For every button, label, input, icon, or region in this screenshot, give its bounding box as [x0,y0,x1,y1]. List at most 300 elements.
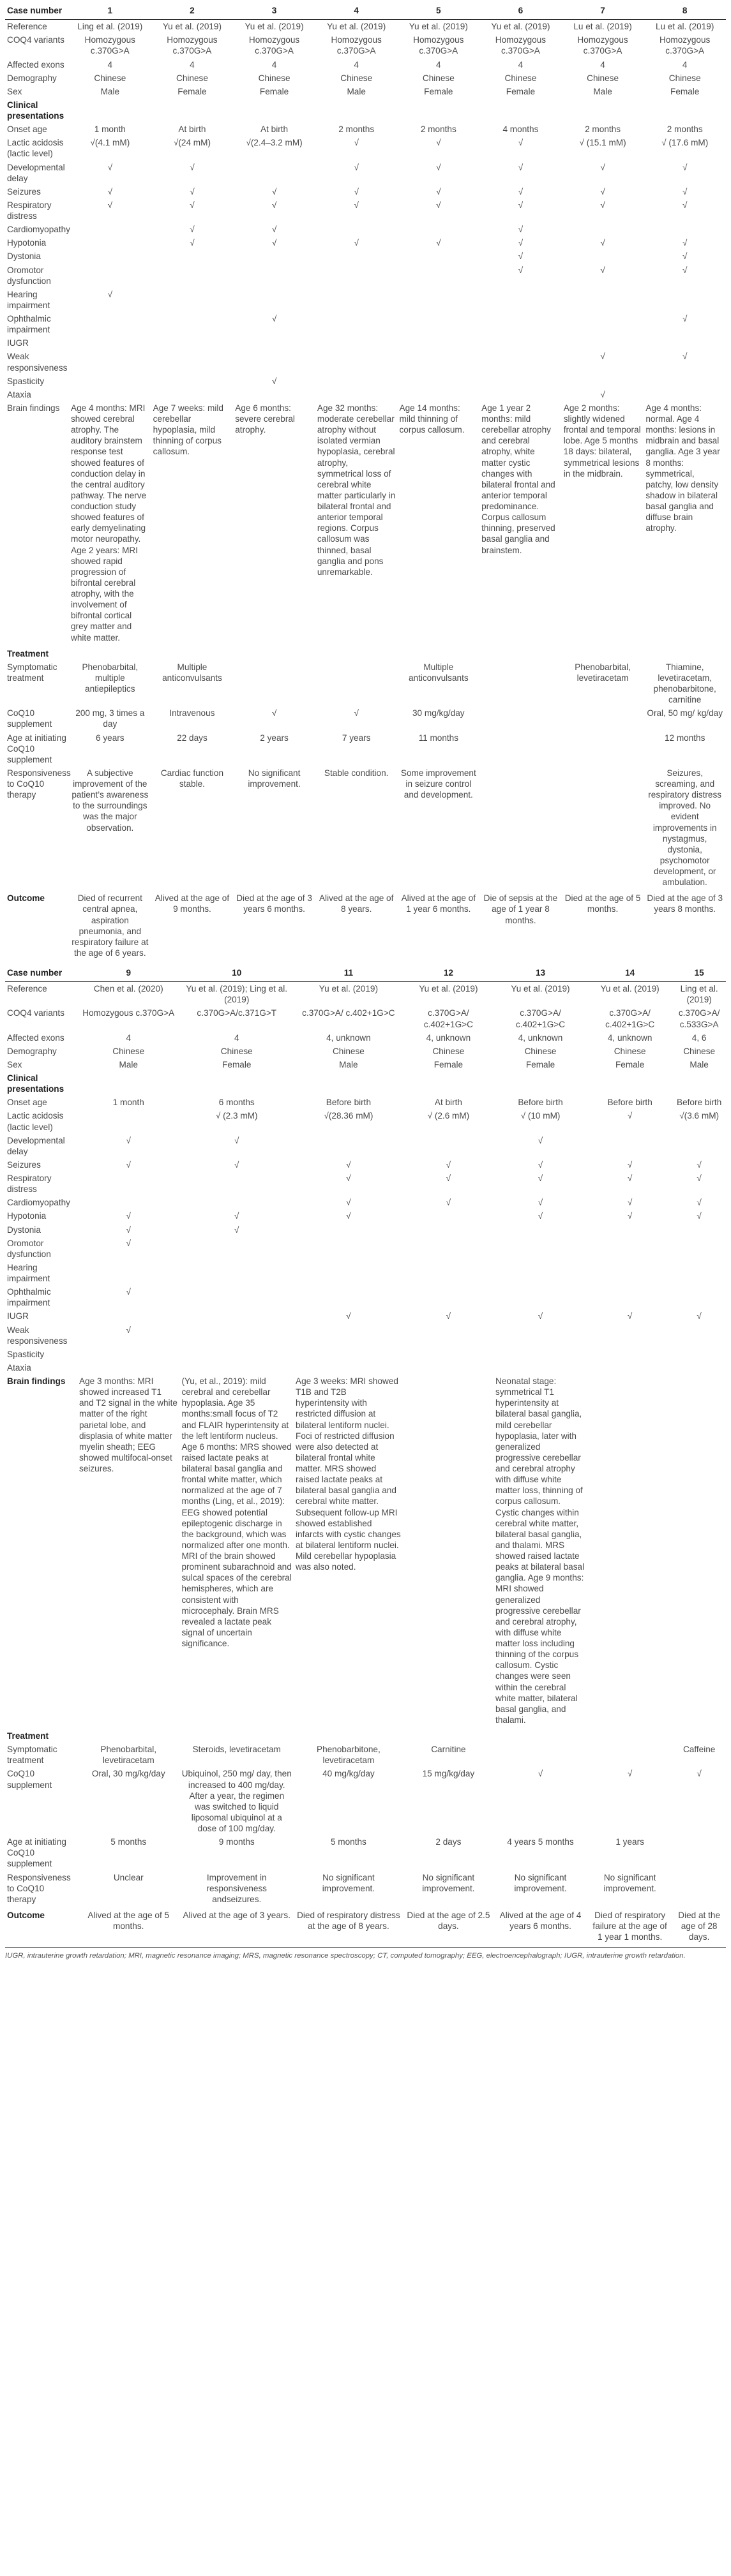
row-lactic-acidosis-lactic-level [5,1109,726,1133]
cell-case-2: √ [190,225,195,235]
cell-case-10: c.370G>A/c.371G>T [197,1008,277,1018]
cell-case-14: 4, unknown [607,1032,652,1043]
cell-case-14 [587,1323,672,1348]
cell-case-12 [403,1261,494,1285]
cell-case-9: √ [126,1159,131,1170]
cell-case-5: 2 months [420,124,456,135]
cell-case-14: Chinese [614,1046,646,1056]
row-label: Cardiomyopathy [7,225,70,235]
cell-case-7 [562,312,644,336]
cell-case-14: √ [627,1159,633,1170]
cell-case-4 [315,336,398,350]
cell-case-7 [562,644,644,660]
cell-case-3: No significant improvement. [248,768,301,789]
cell-case-13 [494,1071,587,1096]
header-case-7: 7 [562,1,644,20]
cell-case-3 [233,264,315,288]
cell-case-12: No significant improvement. [422,1872,475,1893]
cell-case-2 [151,375,234,388]
cell-case-5 [398,249,480,263]
row-lactic-acidosis-lactic-level [5,136,726,160]
cell-case-10: 6 months [218,1098,255,1108]
cell-case-8: Oral, 50 mg/ kg/day [647,708,723,718]
cell-case-12: c.370G>A/ c.402+1G>C [423,1008,473,1029]
cell-case-1: √(4.1 mM) [90,138,130,148]
cell-case-15 [672,1361,726,1374]
row-affected-exons [5,1031,726,1045]
cell-case-4 [315,264,398,288]
cell-case-10 [179,1196,294,1209]
row-hypotonia [5,236,726,249]
cell-case-6: √ [518,162,524,172]
cell-case-6 [479,706,562,731]
cell-case-4 [315,288,398,312]
cell-case-13: No significant improvement. [514,1872,567,1893]
cell-case-12: √ [446,1159,451,1170]
cell-case-15 [672,1871,726,1906]
row-label: Onset age [7,1098,47,1108]
cell-case-9 [77,1196,179,1209]
cell-case-5: Female [424,86,453,96]
row-label: Seizures [7,186,41,197]
cell-case-7: Lu et al. (2019) [573,22,632,32]
row-label: Onset age [7,124,47,135]
cell-case-1: √ [107,289,113,299]
cell-case-4: Yu et al. (2019) [327,22,386,32]
cell-case-12: At birth [434,1098,462,1108]
cell-case-12: Female [433,1059,463,1069]
cell-case-5 [398,375,480,388]
cell-case-4: √ [354,708,359,718]
row-label: Weak responsiveness [7,1325,68,1346]
row-oromotor-dysfunction [5,1237,726,1261]
cell-case-4 [315,98,398,123]
cell-case-3: Homozygous c.370G>A [248,35,300,56]
cell-case-2: Multiple anticonvulsants [162,662,222,683]
cell-case-2: √ [190,200,195,210]
cell-case-15: Before birth [677,1098,722,1108]
cell-case-10: √ [234,1159,239,1170]
cell-case-9: Homozygous c.370G>A [82,1008,175,1018]
cell-case-14 [587,1348,672,1361]
cell-case-10 [179,1071,294,1096]
cell-case-5: √ [436,162,441,172]
row-label: Hypotonia [7,238,47,248]
cell-case-12 [403,1209,494,1223]
cell-case-2: Age 7 weeks: mild cerebellar hypoplasia, mild thinning of corpus callosum. [153,403,223,457]
cell-case-8 [644,288,726,312]
cell-case-8: Age 4 months: normal. Age 4 months: lesions in midbrain and basal ganglia. Age 3 year 8 months: symmetrical, patchy, low density shadow in bilateral basal ganglia and diffuse brain atrophy. [645,403,720,533]
cell-case-1 [69,375,151,388]
cell-case-9: Unclear [113,1872,144,1882]
cell-case-2: Cardiac function stable. [160,768,224,789]
row-outcome [5,1906,726,1944]
cell-case-14 [587,1374,672,1727]
cell-case-1: √ [107,186,113,197]
cell-case-15 [672,1237,726,1261]
cell-case-5 [398,388,480,401]
cell-case-12 [403,1361,494,1374]
cell-case-13: √ [538,1198,543,1208]
cell-case-12 [403,1071,494,1096]
cell-case-14 [587,1223,672,1237]
header-case-9: 9 [77,964,179,982]
cell-case-11 [294,1237,403,1261]
cell-case-6 [479,98,562,123]
cell-case-5 [398,312,480,336]
cell-case-8 [644,644,726,660]
row-oromotor-dysfunction [5,264,726,288]
row-dystonia [5,1223,726,1237]
row-label: Cardiomyopathy [7,1198,70,1208]
row-label: Ophthalmic impairment [7,314,51,335]
cell-case-10: √ [234,1225,239,1235]
row-responsiveness-to-coq10-therapy [5,766,726,889]
cell-case-15 [672,1261,726,1285]
cell-case-11: 4, unknown [326,1032,371,1043]
cell-case-8: Homozygous c.370G>A [659,35,711,56]
row-reference [5,20,726,34]
row-label: Ophthalmic impairment [7,1287,51,1308]
cell-case-2: √ [190,238,195,248]
cell-case-7: Male [593,86,612,96]
row-label: Age at initiating CoQ10 supplement [7,1837,66,1869]
cell-case-11: Yu et al. (2019) [319,984,378,994]
row-label: COQ4 variants [7,35,64,45]
cell-case-13: √ [538,1311,543,1322]
header-case-10: 10 [179,964,294,982]
row-label: Age at initiating CoQ10 supplement [7,733,66,764]
row-onset-age [5,123,726,136]
row-ophthalmic-impairment [5,1285,726,1309]
row-onset-age [5,1096,726,1109]
row-coq4-variants [5,1006,726,1031]
cell-case-11: √ [346,1159,351,1170]
header-case-5: 5 [398,1,480,20]
cell-case-1: Died of recurrent central apnea, aspiration pneumonia, and respiratory failure at the age of 6 years. [72,893,149,958]
cell-case-14: Died of respiratory failure at the age of 1 year 1 months. [592,1910,667,1942]
cell-case-9: 1 month [112,1098,144,1108]
cell-case-6 [479,660,562,707]
row-label: Outcome [7,893,45,904]
cell-case-3: Died at the age of 3 years 6 months. [236,893,312,914]
cell-case-10: Alived at the age of 3 years. [183,1910,290,1920]
cell-case-4: √ [354,238,359,248]
cell-case-12: 15 mg/kg/day [422,1769,475,1779]
row-label: Treatment [7,1731,49,1741]
cell-case-3: √ [271,376,277,386]
cell-case-5 [398,223,480,236]
cell-case-2: Chinese [176,73,208,83]
cell-case-5: Some improvement in seizure control and development. [400,768,476,800]
row-coq4-variants [5,33,726,57]
cell-case-1: A subjective improvement of the patient’s awareness to the surroundings was the major observation. [72,768,149,833]
cell-case-10: Female [222,1059,252,1069]
cell-case-4: 2 months [338,124,375,135]
cell-case-2: √ [190,186,195,197]
row-label: CoQ10 supplement [7,708,52,729]
row-age-at-initiating-coq10-supplement [5,731,726,766]
row-label: Developmental delay [7,162,65,183]
cell-case-6: Yu et al. (2019) [491,22,550,32]
cell-case-15 [672,1374,726,1727]
cell-case-3 [233,660,315,707]
cell-case-15: Ling et al. (2019) [680,984,718,1005]
cell-case-11: √ [346,1173,351,1183]
cell-case-13: Female [525,1059,555,1069]
cell-case-10: 4 [234,1032,239,1043]
cell-case-8: √ [682,200,688,210]
cell-case-9 [77,1172,179,1196]
cell-case-5: 11 months [418,733,459,743]
row-label: Treatment [7,648,49,659]
row-clinical-presentations [5,98,726,123]
cell-case-13 [494,1285,587,1309]
row-label: IUGR [7,338,29,348]
cell-case-1 [69,312,151,336]
row-ophthalmic-impairment [5,312,726,336]
cell-case-11: Chinese [332,1046,365,1056]
cell-case-13: √ (10 mM) [520,1111,561,1121]
cell-case-6: Age 1 year 2 months: mild cerebellar atrophy and cerebral atrophy, white matter cystic changes with bilateral frontal and anterior temporal predominance. Corpus callosum thinning, preserved basal ganglia and brainstem. [481,403,555,555]
cell-case-6: 4 [518,59,524,70]
row-demography [5,1045,726,1058]
cell-case-15: Chinese [683,1046,716,1056]
cell-case-2: Female [177,86,207,96]
cell-case-13 [494,1223,587,1237]
cell-case-1: Homozygous c.370G>A [84,35,135,56]
cell-case-2 [151,336,234,350]
cell-case-7 [562,731,644,766]
row-label: Affected exons [7,1032,64,1043]
cell-case-1 [69,249,151,263]
cell-case-9: √ [126,1135,131,1145]
cell-case-7: Died at the age of 5 months. [564,893,641,914]
cell-case-9: √ [126,1325,131,1335]
cell-case-7 [562,375,644,388]
cell-case-4 [315,644,398,660]
cell-case-7 [562,288,644,312]
cell-case-8: √ [682,162,688,172]
cell-case-7: √ [600,186,605,197]
cell-case-7: √ [600,200,605,210]
row-label: Affected exons [7,59,64,70]
cell-case-7: Phenobarbital, levetiracetam [575,662,631,683]
cell-case-7: √ [600,162,605,172]
cell-case-8: √ [682,186,688,197]
cell-case-3 [233,98,315,123]
cell-case-5: 4 [436,59,441,70]
row-age-at-initiating-coq10-supplement [5,1835,726,1870]
cell-case-3 [233,249,315,263]
cell-case-15: √ [697,1173,702,1183]
row-developmental-delay [5,1134,726,1158]
row-label: Oromotor dysfunction [7,265,51,286]
cell-case-7: Age 2 months: slightly widened frontal and temporal lobe. Age 5 months 18 days: bilateral, symmetrical lesions in the midbrain. [563,403,641,479]
cell-case-10: √ [234,1211,239,1221]
row-label: COQ4 variants [7,1008,64,1018]
cell-case-3: √ [271,708,277,718]
cell-case-14: √ [627,1173,633,1183]
cell-case-8 [644,336,726,350]
row-affected-exons [5,58,726,71]
cell-case-11: √(28.36 mM) [324,1111,373,1121]
cell-case-9: Oral, 30 mg/kg/day [91,1769,165,1779]
row-clinical-presentations [5,1071,726,1096]
cell-case-8: Female [670,86,700,96]
row-coq10-supplement [5,1767,726,1835]
cell-case-4 [315,223,398,236]
cell-case-11 [294,1323,403,1348]
cell-case-12 [403,1223,494,1237]
cell-case-6: √ [518,265,524,275]
cell-case-4 [315,388,398,401]
cell-case-10 [179,1309,294,1323]
cell-case-5 [398,336,480,350]
row-symptomatic-treatment [5,1743,726,1767]
cell-case-5 [398,350,480,374]
cell-case-5: √ [436,200,441,210]
cell-case-4: Alived at the age of 8 years. [319,893,394,914]
cell-case-9 [77,1361,179,1374]
cell-case-6: Chinese [504,73,537,83]
cell-case-10 [179,1261,294,1285]
cell-case-15: c.370G>A/ c.533G>A [678,1008,720,1029]
row-brain-findings [5,401,726,644]
cell-case-1: Male [100,86,120,96]
cell-case-11: 40 mg/kg/day [322,1769,375,1779]
cell-case-12: √ [446,1198,451,1208]
row-cardiomyopathy [5,223,726,236]
cell-case-4 [315,249,398,263]
header-case-8: 8 [644,1,726,20]
row-treatment [5,1727,726,1743]
cell-case-9: 5 months [110,1837,147,1847]
row-outcome [5,889,726,960]
row-label: Respiratory distress [7,1173,52,1195]
cell-case-11 [294,1261,403,1285]
row-seizures [5,185,726,198]
cell-case-3 [233,336,315,350]
row-label: Symptomatic treatment [7,1745,57,1766]
cell-case-10: Improvement in responsiveness andseizures. [206,1872,267,1904]
header-case-number: Case number [5,1,69,20]
header-case-1: 1 [69,1,151,20]
row-label: Spasticity [7,376,45,386]
row-responsiveness-to-coq10-therapy [5,1871,726,1906]
cell-case-10: √ [234,1135,239,1145]
cell-case-14: Yu et al. (2019) [600,984,659,994]
row-ataxia [5,388,726,401]
cell-case-11: No significant improvement. [322,1872,375,1893]
cell-case-5: Alived at the age of 1 year 6 months. [401,893,476,914]
cell-case-11 [294,1071,403,1096]
cell-case-11: √ [346,1311,351,1322]
row-label: Reference [7,22,47,32]
cell-case-1: 1 month [94,124,126,135]
row-label: Spasticity [7,1349,45,1359]
row-reference [5,982,726,1007]
cell-case-7: √ [600,352,605,362]
row-hearing-impairment [5,288,726,312]
cell-case-3: √ [271,314,277,324]
cell-case-13 [494,1743,587,1767]
cell-case-9 [77,1071,179,1096]
cell-case-9 [77,1309,179,1323]
cell-case-8: √ [682,265,688,275]
cell-case-4: Age 32 months: moderate cerebellar atrophy without isolated vermian hypoplasia, cerebral atrophy, symmetrical loss of cerebral white matter particularly in bilateral frontal and anterior temporal regions. Corpus callosum was thinned, basal ganglia and pons unremarkable. [317,403,396,577]
cell-case-6: √ [518,251,524,262]
cell-case-1: √ [107,200,113,210]
cell-case-7: √ [600,389,605,399]
cell-case-12: 4, unknown [426,1032,471,1043]
row-dystonia [5,249,726,263]
header-case-4: 4 [315,1,398,20]
cell-case-6: 4 months [502,124,539,135]
row-label: Outcome [7,1910,45,1920]
row-ataxia [5,1361,726,1374]
cell-case-8: Seizures, screaming, and respiratory distress improved. No evident improvements in nystagmus, dystonia, psychomotor development, or ambulation. [648,768,722,888]
cell-case-14: √ [627,1111,633,1121]
row-label: Hypotonia [7,1211,47,1221]
row-iugr [5,336,726,350]
row-iugr [5,1309,726,1323]
cell-case-9: Phenobarbital, levetiracetam [100,1745,157,1766]
row-demography [5,71,726,85]
cell-case-15: Died at the age of 28 days. [678,1910,721,1942]
cell-case-15: 4, 6 [691,1032,707,1043]
cell-case-3 [233,161,315,185]
cell-case-6: Female [506,86,536,96]
row-respiratory-distress [5,1172,726,1196]
row-coq10-supplement [5,706,726,731]
cell-case-13 [494,1237,587,1261]
footnote: IUGR, intrauterine growth retardation; MRI, magnetic resonance imaging; MRS, magnetic resonance spectroscopy; CT, computed tomography; EEG, electroencephalograph; IUGR, intrauterine growth retardation. [5,1947,726,1961]
cell-case-11: √ [346,1198,351,1208]
cell-case-13 [494,1727,587,1743]
cell-case-11 [294,1361,403,1374]
cell-case-11: Age 3 weeks: MRI showed T1B and T2B hyperintensity with restricted diffusion at bilateral lentiform nuclei. Foci of restricted diffusion were also detected at bilateral frontal white matter. MRS showed raised lactate peaks at bilateral basal ganglia and cerebral white matter. Subsequent follow-up MRI showed established infarcts with cystic changes at bilateral lentiform nuclei. Mild cerebellar hypoplasia was also noted. [296,1376,401,1572]
row-sex [5,85,726,98]
cell-case-8: 2 months [667,124,703,135]
cell-case-13 [494,1348,587,1361]
cell-case-1 [69,264,151,288]
cell-case-14 [587,1261,672,1285]
cell-case-4: √ [354,186,359,197]
cell-case-15: Caffeine [682,1745,716,1755]
cell-case-8 [644,98,726,123]
case-table-2 [5,964,726,1944]
row-label: IUGR [7,1311,29,1322]
cell-case-14 [587,1727,672,1743]
header-case-13: 13 [494,964,587,982]
cell-case-5: Age 14 months: mild thinning of corpus callosum. [399,403,465,435]
cell-case-8: √ [682,251,688,262]
cell-case-8: Thiamine, levetiracetam, phenobarbitone, carnitine [653,662,716,705]
cell-case-13: √ [538,1769,543,1779]
cell-case-15: Male [690,1059,709,1069]
cell-case-7 [562,706,644,731]
cell-case-11 [294,1727,403,1743]
cell-case-1: 6 years [96,733,124,743]
cell-case-6 [479,336,562,350]
cell-case-5: √ [436,186,441,197]
cell-case-13: √ [538,1211,543,1221]
cell-case-9 [77,1109,179,1133]
header-case-3: 3 [233,1,315,20]
cell-case-6 [479,388,562,401]
cell-case-11 [294,1285,403,1309]
